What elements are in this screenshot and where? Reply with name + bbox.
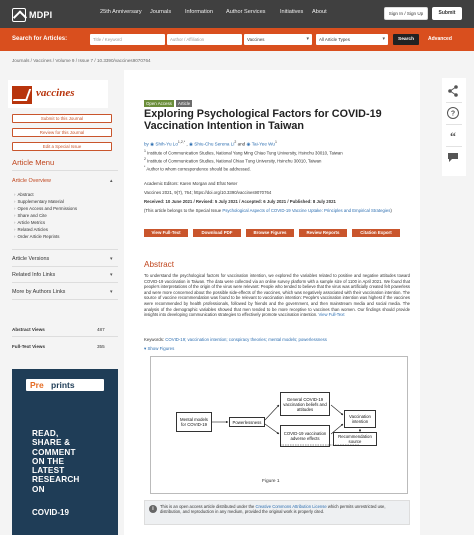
figure-caption: Figure 1	[262, 479, 280, 484]
show-figures-toggle[interactable]	[144, 346, 174, 352]
citation-export-button[interactable]: Citation Export	[352, 229, 400, 237]
academic-editors: Academic Editors: Karen Morgan and Efrat Neter	[144, 181, 238, 186]
main-nav-links	[100, 9, 332, 15]
ad-line: ON THE	[32, 456, 65, 466]
license-notice	[144, 500, 410, 525]
review-for-journal-button[interactable]: Review for this Journal	[12, 128, 112, 137]
edit-special-issue-button[interactable]: Edit a Special Issue	[12, 142, 112, 151]
related-info-toggle[interactable]: Related Info Links	[12, 272, 56, 278]
submit-button[interactable]: Submit	[432, 7, 462, 20]
mdpi-logo-icon	[12, 8, 26, 22]
ad-line: RESEARCH	[32, 475, 80, 485]
nav-link-author-services[interactable]: Author Services	[226, 9, 266, 15]
diagram-powerlessness: Powerlessness	[229, 417, 265, 427]
chevron-up-icon[interactable]: ▴	[110, 178, 113, 184]
article-type-select[interactable]	[316, 34, 388, 45]
special-issue-link[interactable]: Psychological Aspects of COVID-19 Vaccine Uptake: Principles and Empirical Strategies	[222, 208, 391, 213]
author-link[interactable]: Shiu-Chu Serena Li	[194, 141, 235, 147]
open-access-badge: Open Access	[146, 101, 172, 106]
author-profile-icon[interactable]: ◉	[188, 141, 195, 147]
ad-line: ON	[32, 484, 45, 494]
chevron-down-icon[interactable]: ▾	[110, 289, 113, 295]
special-issue-note	[144, 208, 414, 214]
abstract-view-full-text-link[interactable]: View Full-Text	[318, 312, 345, 318]
chevron-down-icon: ▾	[306, 36, 309, 42]
search-label: Search for Articles:	[12, 36, 68, 42]
review-reports-button[interactable]: Review Reports	[299, 229, 347, 237]
fulltext-views-label: Full-Text Views	[12, 344, 46, 349]
download-pdf-button[interactable]: Download PDF	[193, 229, 241, 237]
journal-name: vaccines	[36, 87, 75, 99]
nav-link-information[interactable]: Information	[185, 9, 213, 15]
browse-figures-button[interactable]: Browse Figures	[246, 229, 294, 237]
license-text	[160, 504, 406, 515]
nav-link-journals[interactable]: Journals	[150, 9, 172, 15]
journal-select-value: Vaccines	[247, 37, 265, 42]
corresponding-note-text: Author to whom correspondence should be addressed.	[146, 166, 251, 172]
article-menu-title: Article Menu	[12, 158, 55, 167]
article-versions-toggle[interactable]: Article Versions	[12, 256, 50, 262]
svg-text:?: ?	[450, 110, 456, 118]
toolbar-divider	[446, 102, 462, 103]
share-icon[interactable]	[446, 84, 460, 98]
fulltext-views-count: 355	[97, 344, 105, 349]
ad-line: READ,	[32, 429, 59, 438]
special-issue-prefix: (This article belongs to the Special Issue	[144, 208, 223, 213]
toolbar-divider	[446, 124, 462, 125]
license-link[interactable]: Creative Commons Attribution License	[255, 504, 327, 509]
open-access-icon: i	[149, 505, 157, 513]
affiliation-1-text: Institute of Communication Studies, National Yang Ming Chiao Tung University, Hsinchu 30010, Taiwan	[147, 150, 343, 156]
diagram-beliefs: General COVID-19 vaccination beliefs and attitudes	[280, 392, 330, 416]
keywords-label: Keywords:	[144, 337, 166, 342]
menu-item-related[interactable]: › Related Articles	[14, 227, 48, 232]
preprints-logo-pre: Pre	[30, 380, 44, 390]
quote-icon[interactable]	[446, 128, 460, 142]
affiliation-2-text: Institute of Communication Studies, National Chiao Tung University, Hsinchu 30010, Taiwan	[147, 158, 322, 164]
mdpi-logo[interactable]	[12, 7, 52, 22]
ad-covid-text: COVID-19	[32, 508, 69, 517]
search-bar	[0, 28, 474, 51]
abstract-text	[144, 273, 410, 318]
nav-link-about[interactable]: About	[312, 9, 327, 15]
journal-logo[interactable]	[8, 80, 108, 108]
sign-in-button[interactable]: Sign In / Sign Up	[384, 7, 428, 20]
abstract-heading: Abstract	[144, 260, 175, 269]
menu-item-share-cite[interactable]: › Share and Cite	[14, 213, 47, 218]
chevron-down-icon: ▾	[144, 346, 148, 351]
mdpi-logo-text: MDPI	[29, 9, 53, 20]
comment-icon[interactable]	[446, 150, 460, 164]
preprints-logo-prints: prints	[51, 380, 75, 390]
chevron-down-icon[interactable]: ▾	[110, 272, 113, 278]
affiliation-2: $^2$ Institute of Communication Studies, National Chiao Tung University, Hsinchu 30010, Taiwan	[144, 157, 322, 164]
divider	[12, 282, 118, 283]
article-type-badge: Article	[178, 101, 191, 106]
menu-item-metrics[interactable]: › Article Metrics	[14, 220, 45, 225]
article-overview-toggle[interactable]: Article Overview	[12, 178, 51, 184]
divider	[12, 299, 118, 300]
ad-line: LATEST	[32, 466, 65, 476]
nav-link-25th-anniversary[interactable]: 25th Anniversary	[100, 9, 142, 15]
help-icon[interactable]	[446, 106, 460, 120]
preprints-advertisement[interactable]	[12, 369, 118, 535]
abstract-body: To understand the psychological factors for vaccination intention, we explored the variables related to positive and negative attitudes toward COVID-19 vaccination in Taiwan. The data were collected via an online survey platform with a sample size of 1100 in April 2021. We found that people's interpretations of the origin of the virus were relevant: People who tended to believe that the virus was artificially created felt powerless and were more concerned about the possible side-effects of the vaccines, which was negatively associated with their vaccination intention. The source of vaccine recommendation was found to be relevant to vaccination intention: People's vaccination intention was highest if the vaccines were recommended by health professionals, followed by friends and the government, and then mainstream media and social media. The analysis of the demographic variables showed that men tended to be more receptive to vaccines than women. Our findings should provide insights into developing communication strategies to effectively promote vaccination intention.	[144, 273, 410, 318]
license-prefix: This is an open access article distributed under the	[160, 504, 256, 509]
ad-line: COMMENT	[32, 447, 76, 457]
ad-headline	[32, 429, 118, 494]
abstract-views-label: Abstract Views	[12, 327, 45, 332]
citation-doi[interactable]: Vaccines 2021, 9(7), 764; https://doi.org/10.3390/vaccines9070764	[144, 190, 272, 195]
chevron-down-icon: ▾	[382, 36, 385, 42]
diagram-mental-models: Mental models for COVID-19	[176, 412, 212, 432]
publication-dates: Received: 10 June 2021 / Revised: 5 July 2021 / Accepted: 6 July 2021 / Published: 8 July 2021	[144, 199, 336, 204]
affiliation-1: $^1$ Institute of Communication Studies, National Yang Ming Chiao Tung University, Hsinchu 30010, Taiwan	[144, 149, 343, 156]
author-list: by ◉ Shih-Yu $Lo^{1,2,*}$ , ◉ Shiu-Chu Serena Li$^2$ and ◉ Tai-Yee Wu$^1$	[144, 140, 277, 147]
advanced-search-link[interactable]: Advanced	[428, 36, 452, 42]
submit-to-journal-button[interactable]: Submit to this Journal	[12, 114, 112, 123]
diagram-adverse-effects: COVID-19 vaccination adverse effects	[280, 425, 330, 447]
view-full-text-button[interactable]: View Full-Text	[144, 229, 188, 237]
divider	[12, 249, 118, 250]
license-suffix: which permits unrestricted use, distribution, and reproduction in any medium, provided the original work is properly cited.	[160, 504, 386, 515]
vaccines-logo-icon	[12, 86, 32, 104]
corresponding-note: * Author to whom correspondence should be addressed.	[144, 165, 251, 172]
menu-item-reprints[interactable]: › Order Article Reprints	[14, 234, 59, 239]
divider	[12, 336, 118, 337]
keywords	[144, 337, 410, 342]
author-link[interactable]: Shih-Yu Lo	[155, 141, 178, 147]
preprints-logo	[26, 379, 104, 391]
article-title: Exploring Psychological Factors for COVID-19 Vaccination Intention in Taiwan	[144, 108, 382, 132]
ad-line: SHARE &	[32, 438, 71, 448]
menu-item-abstract[interactable]: › Abstract	[14, 192, 34, 197]
journal-select[interactable]	[244, 34, 312, 45]
search-button[interactable]: Search	[393, 34, 419, 45]
diagram-recommendation-source: Recommendation source	[333, 432, 377, 446]
diagram-arrows	[150, 356, 408, 494]
special-issue-suffix: )	[390, 208, 392, 213]
breadcrumb[interactable]: Journals / Vaccines / Volume 9 / Issue 7 / 10.3390/vaccines9070764	[12, 58, 151, 63]
top-navigation-bar	[0, 0, 474, 28]
menu-item-supplementary[interactable]: › Supplementary Material	[14, 199, 64, 204]
diagram-vaccination-intention: Vaccination intention	[344, 410, 376, 428]
toolbar-divider	[446, 146, 462, 147]
svg-text:“: “	[450, 129, 456, 142]
more-by-authors-toggle[interactable]: More by Authors Links	[12, 289, 66, 295]
article-type-select-value: All Article Types	[319, 37, 350, 42]
author-profile-icon[interactable]: ◉	[246, 141, 252, 147]
author-link[interactable]: Tai-Yee Wu	[251, 141, 275, 147]
menu-item-open-access[interactable]: › Open Access and Permissions	[14, 206, 77, 211]
abstract-views-count: 487	[97, 327, 105, 332]
author-profile-icon[interactable]: by ◉	[144, 141, 156, 147]
show-figures-label: Show Figures	[147, 346, 175, 351]
divider	[12, 170, 118, 171]
author-affiliation-input[interactable]: Author / Affiliation	[167, 34, 242, 45]
nav-link-initiatives[interactable]: Initiatives	[280, 9, 304, 15]
keywords-links[interactable]: COVID-19; vaccination intention; conspiracy theories; mental models; powerlessness	[165, 337, 327, 342]
chevron-down-icon[interactable]: ▾	[110, 256, 113, 262]
divider	[12, 266, 118, 267]
title-keyword-input[interactable]: Title / Keyword	[90, 34, 165, 45]
